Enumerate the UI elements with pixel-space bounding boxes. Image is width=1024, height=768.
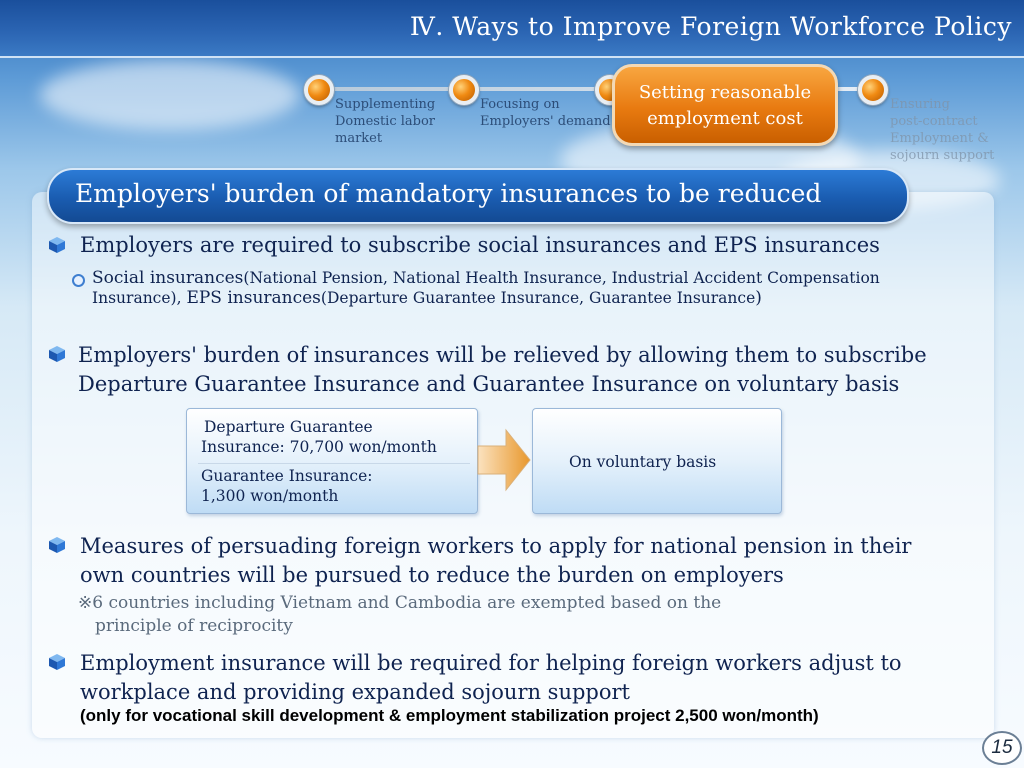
voluntary-basis-text: On voluntary basis bbox=[569, 453, 717, 471]
step-1-dot bbox=[304, 75, 334, 105]
section-header bbox=[47, 168, 909, 224]
cloud-decoration bbox=[40, 60, 300, 130]
right-arrow-icon bbox=[476, 428, 532, 492]
cube-bullet-icon bbox=[48, 236, 66, 254]
bullet-1-text: Employers are required to subscribe social insurances and EPS insurances bbox=[80, 233, 880, 257]
title-bar bbox=[0, 0, 1024, 58]
box-divider bbox=[198, 463, 470, 464]
bullet-3-text: Measures of persuading foreign workers to apply for national pension in their own countries will be pursued to reduce the burden on employers bbox=[80, 534, 912, 587]
step-4-dot bbox=[858, 75, 888, 105]
bullet-4-text: Employment insurance will be required for helping foreign workers adjust to workplace and providing expanded sojourn support bbox=[80, 651, 902, 704]
cube-bullet-icon bbox=[48, 536, 66, 554]
active-step-badge: Setting reasonable employment cost bbox=[612, 64, 838, 146]
bullet-2-text: Employers' burden of insurances will be relieved by allowing them to subscribe Departure Guarantee Insurance and Guarantee Insurance on voluntary basis bbox=[78, 343, 927, 396]
bullet-1-detail: Social insurances(National Pension, National Health Insurance, Industrial Accident Compensation Insurance), EPS insurances(Departure Guarantee Insurance, Guarantee Insurance) bbox=[92, 268, 880, 308]
step-4-label: Ensuring post-contract Employment & sojourn support bbox=[890, 97, 995, 163]
step-2-dot bbox=[449, 75, 479, 105]
employment-insurance-note: (only for vocational skill development & employment stabilization project 2,500 won/month) bbox=[80, 706, 819, 725]
cube-bullet-icon bbox=[48, 345, 66, 363]
page-title: Ⅳ. Ways to Improve Foreign Workforce Policy bbox=[409, 12, 1012, 41]
departure-guarantee-cost: Departure Guarantee Insurance: 70,700 won/month bbox=[201, 418, 437, 456]
section-title: Employers' burden of mandatory insurances to be reduced bbox=[75, 179, 822, 208]
page-number: 15 bbox=[982, 731, 1022, 765]
step-2-label: Focusing on Employers' demand bbox=[480, 97, 611, 129]
guarantee-insurance-cost: Guarantee Insurance: 1,300 won/month bbox=[201, 467, 373, 505]
reciprocity-note: ※6 countries including Vietnam and Cambodia are exempted based on the principle of reciprocity bbox=[78, 593, 722, 636]
step-1-label: Supplementing Domestic labor market bbox=[335, 97, 436, 146]
cube-bullet-icon bbox=[48, 653, 66, 671]
sub-bullet-icon bbox=[72, 274, 85, 287]
